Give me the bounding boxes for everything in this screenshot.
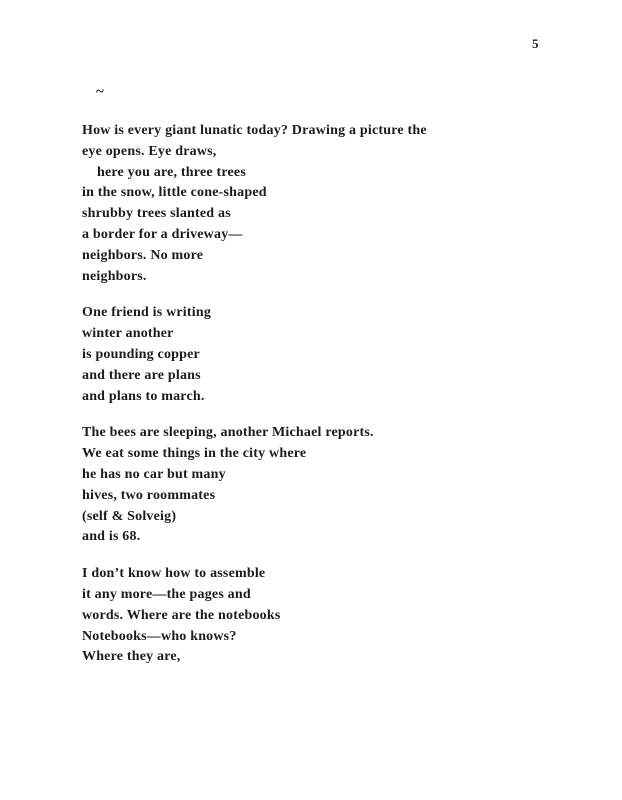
poem-line: words. Where are the notebooks bbox=[82, 607, 281, 623]
poem-line: How is every giant lunatic today? Drawing a picture the bbox=[82, 123, 427, 138]
poem-line: shrubby trees slanted as bbox=[82, 206, 231, 222]
page-number: 5 bbox=[532, 36, 539, 51]
poem-line: eye opens. Eye draws, bbox=[82, 143, 217, 159]
poem-line: We eat some things in the city where bbox=[82, 446, 307, 462]
stanza-3 bbox=[82, 423, 612, 548]
poem-line: The bees are sleeping, another Michael reports. bbox=[82, 425, 374, 441]
poem-line-indented: here you are, three trees bbox=[97, 164, 246, 180]
poem-line: is pounding copper bbox=[82, 346, 200, 362]
poem-line: a border for a driveway— bbox=[82, 226, 243, 242]
poem-line: he has no car but many bbox=[82, 466, 226, 482]
stanza-1 bbox=[82, 121, 612, 287]
section-marker-tilde: ~ bbox=[96, 84, 104, 100]
poem-line: it any more—the pages and bbox=[82, 586, 251, 602]
poem-line: hives, two roommates bbox=[82, 487, 216, 503]
poem-line: in the snow, little cone-shaped bbox=[82, 185, 267, 201]
poem-text bbox=[82, 121, 612, 668]
poem-line: and plans to march. bbox=[82, 388, 205, 404]
poem-line: and there are plans bbox=[82, 367, 201, 383]
poem-line: One friend is writing bbox=[82, 305, 212, 321]
poem-line: neighbors. bbox=[82, 268, 147, 284]
poem-line: I don’t know how to assemble bbox=[82, 566, 266, 582]
poem-line: Where they are, bbox=[82, 649, 181, 665]
poem-line: Notebooks—who knows? bbox=[82, 628, 237, 644]
stanza-4 bbox=[82, 564, 612, 668]
poem-line: (self & Solveig) bbox=[82, 508, 177, 524]
poem-line: and is 68. bbox=[82, 529, 141, 545]
poem-line: winter another bbox=[82, 326, 174, 342]
poem-line: neighbors. No more bbox=[82, 247, 204, 263]
stanza-2 bbox=[82, 303, 612, 407]
